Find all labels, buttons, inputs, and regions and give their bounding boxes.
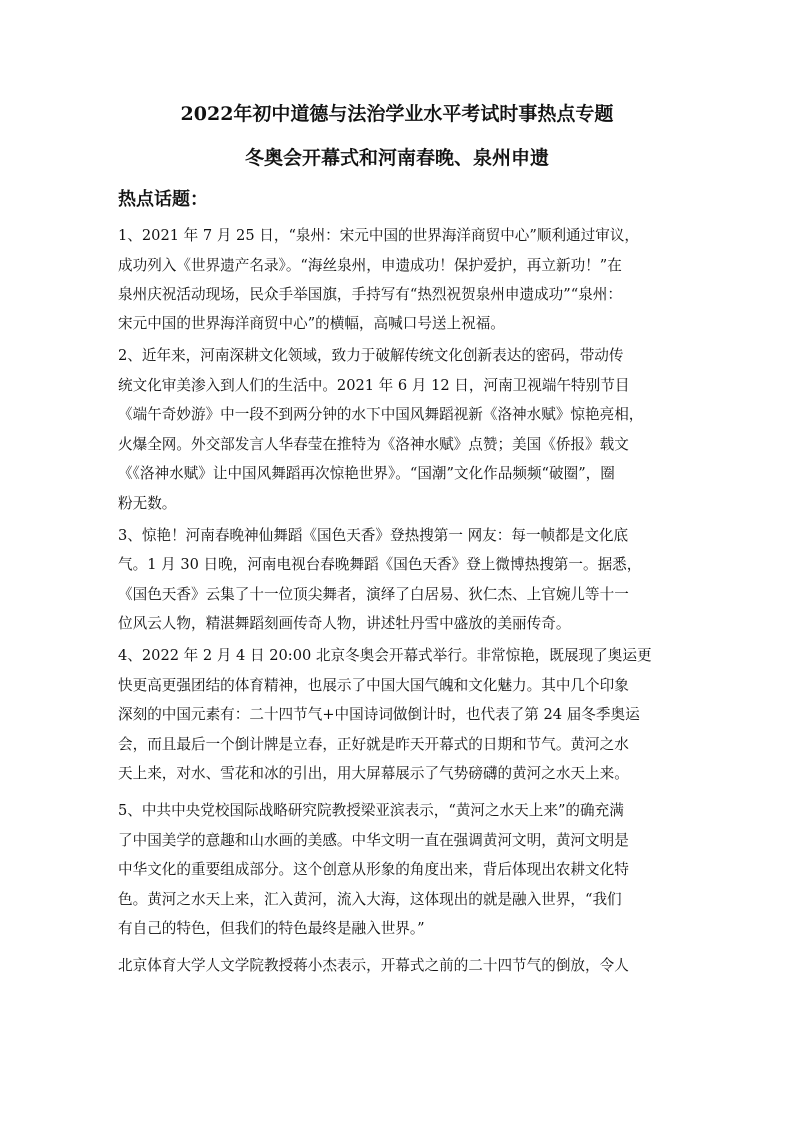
paragraph-line: 粉无数。 <box>118 495 177 512</box>
paragraph-line: 1、2021 年 7 月 25 日，“泉州：宋元中国的世界海洋商贸中心”顺利通过审议， <box>118 227 640 244</box>
paragraph-line: 北京体育大学人文学院教授蒋小杰表示，开幕式之前的二十四节气的倒放，令人 <box>118 957 629 974</box>
section-heading: 热点话题： <box>118 189 208 210</box>
paragraph-line: 成功列入《世界遗产名录》。“海丝泉州，申遗成功！保护爱护，再立新功！”在 <box>118 257 622 274</box>
paragraph-line: 色。黄河之水天上来，汇入黄河，流入大海，这体现出的就是融入世界，“我们 <box>118 891 622 908</box>
paragraph-line: 3、惊艳！河南春晚神仙舞蹈《国色天香》登热搜第一 网友：每一帧都是文化底 <box>118 527 629 544</box>
page-subtitle: 冬奥会开幕式和河南春晚、泉州申遗 <box>244 147 549 169</box>
paragraph-line: 中华文化的重要组成部分。这个创意从形象的角度出来，背后体现出农耕文化特 <box>118 861 629 878</box>
paragraph-line: 会，而且最后一个倒计牌是立春，正好就是昨天开幕式的日期和节气。黄河之水 <box>118 736 629 753</box>
paragraph-line: 快更高更强团结的体育精神，也展示了中国大国气魄和文化魅力。其中几个印象 <box>118 677 629 694</box>
paragraph-line: 《端午奇妙游》中一段不到两分钟的水下中国风舞蹈视新《洛神水赋》惊艳亮相， <box>118 406 644 423</box>
paragraph-line: 深刻的中国元素有：二十四节气+中国诗词做倒计时，也代表了第 24 届冬季奥运 <box>118 706 640 723</box>
paragraph-line: 5、中共中央党校国际战略研究院教授梁亚滨表示，“黄河之水天上来”的确充满 <box>118 802 624 819</box>
paragraph-line: 4、2022 年 2 月 4 日 20:00 北京冬奥会开幕式举行。非常惊艳，既展现了奥运更 <box>118 647 652 664</box>
paragraph-line: 火爆全网。外交部发言人华春莹在推特为《洛神水赋》点赞；美国《侨报》载文 <box>118 436 629 453</box>
paragraph-line: 了中国美学的意趣和山水画的美感。中华文明一直在强调黄河文明，黄河文明是 <box>118 832 629 849</box>
paragraph-line: 宋元中国的世界海洋商贸中心”的横幅，高喊口号送上祝福。 <box>118 315 505 332</box>
paragraph-line: 统文化审美渗入到人们的生活中。2021 年 6 月 12 日，河南卫视端午特别节目 <box>118 377 630 394</box>
paragraph-line: 《国色天香》云集了十一位顶尖舞者，演绎了白居易、狄仁杰、上官婉儿等十一 <box>118 586 629 603</box>
paragraph-line: 《《洛神水赋》让中国风舞蹈再次惊艳世界》。“国潮”文化作品频频“破圈”，圈 <box>118 465 615 482</box>
paragraph-line: 泉州庆祝活动现场，民众手举国旗，手持写有“热烈祝贺泉州申遗成功”“泉州： <box>118 286 622 303</box>
paragraph-line: 气。1 月 30 日晚，河南电视台春晚舞蹈《国色天香》登上微博热搜第一。据悉， <box>118 556 642 573</box>
paragraph-line: 天上来，对水、雪花和冰的引出，用大屏幕展示了气势磅礴的黄河之水天上来。 <box>118 765 629 782</box>
paragraph-line: 2、近年来，河南深耕文化领域，致力于破解传统文化创新表达的密码，带动传 <box>118 347 624 364</box>
paragraph-line: 有自己的特色，但我们的特色最终是融入世界。” <box>118 920 425 937</box>
paragraph-line: 位风云人物，精湛舞蹈刻画传奇人物，讲述牡丹雪中盛放的美丽传奇。 <box>118 615 571 632</box>
page-title: 2022年初中道德与法治学业水平考试时事热点专题 <box>180 103 614 125</box>
